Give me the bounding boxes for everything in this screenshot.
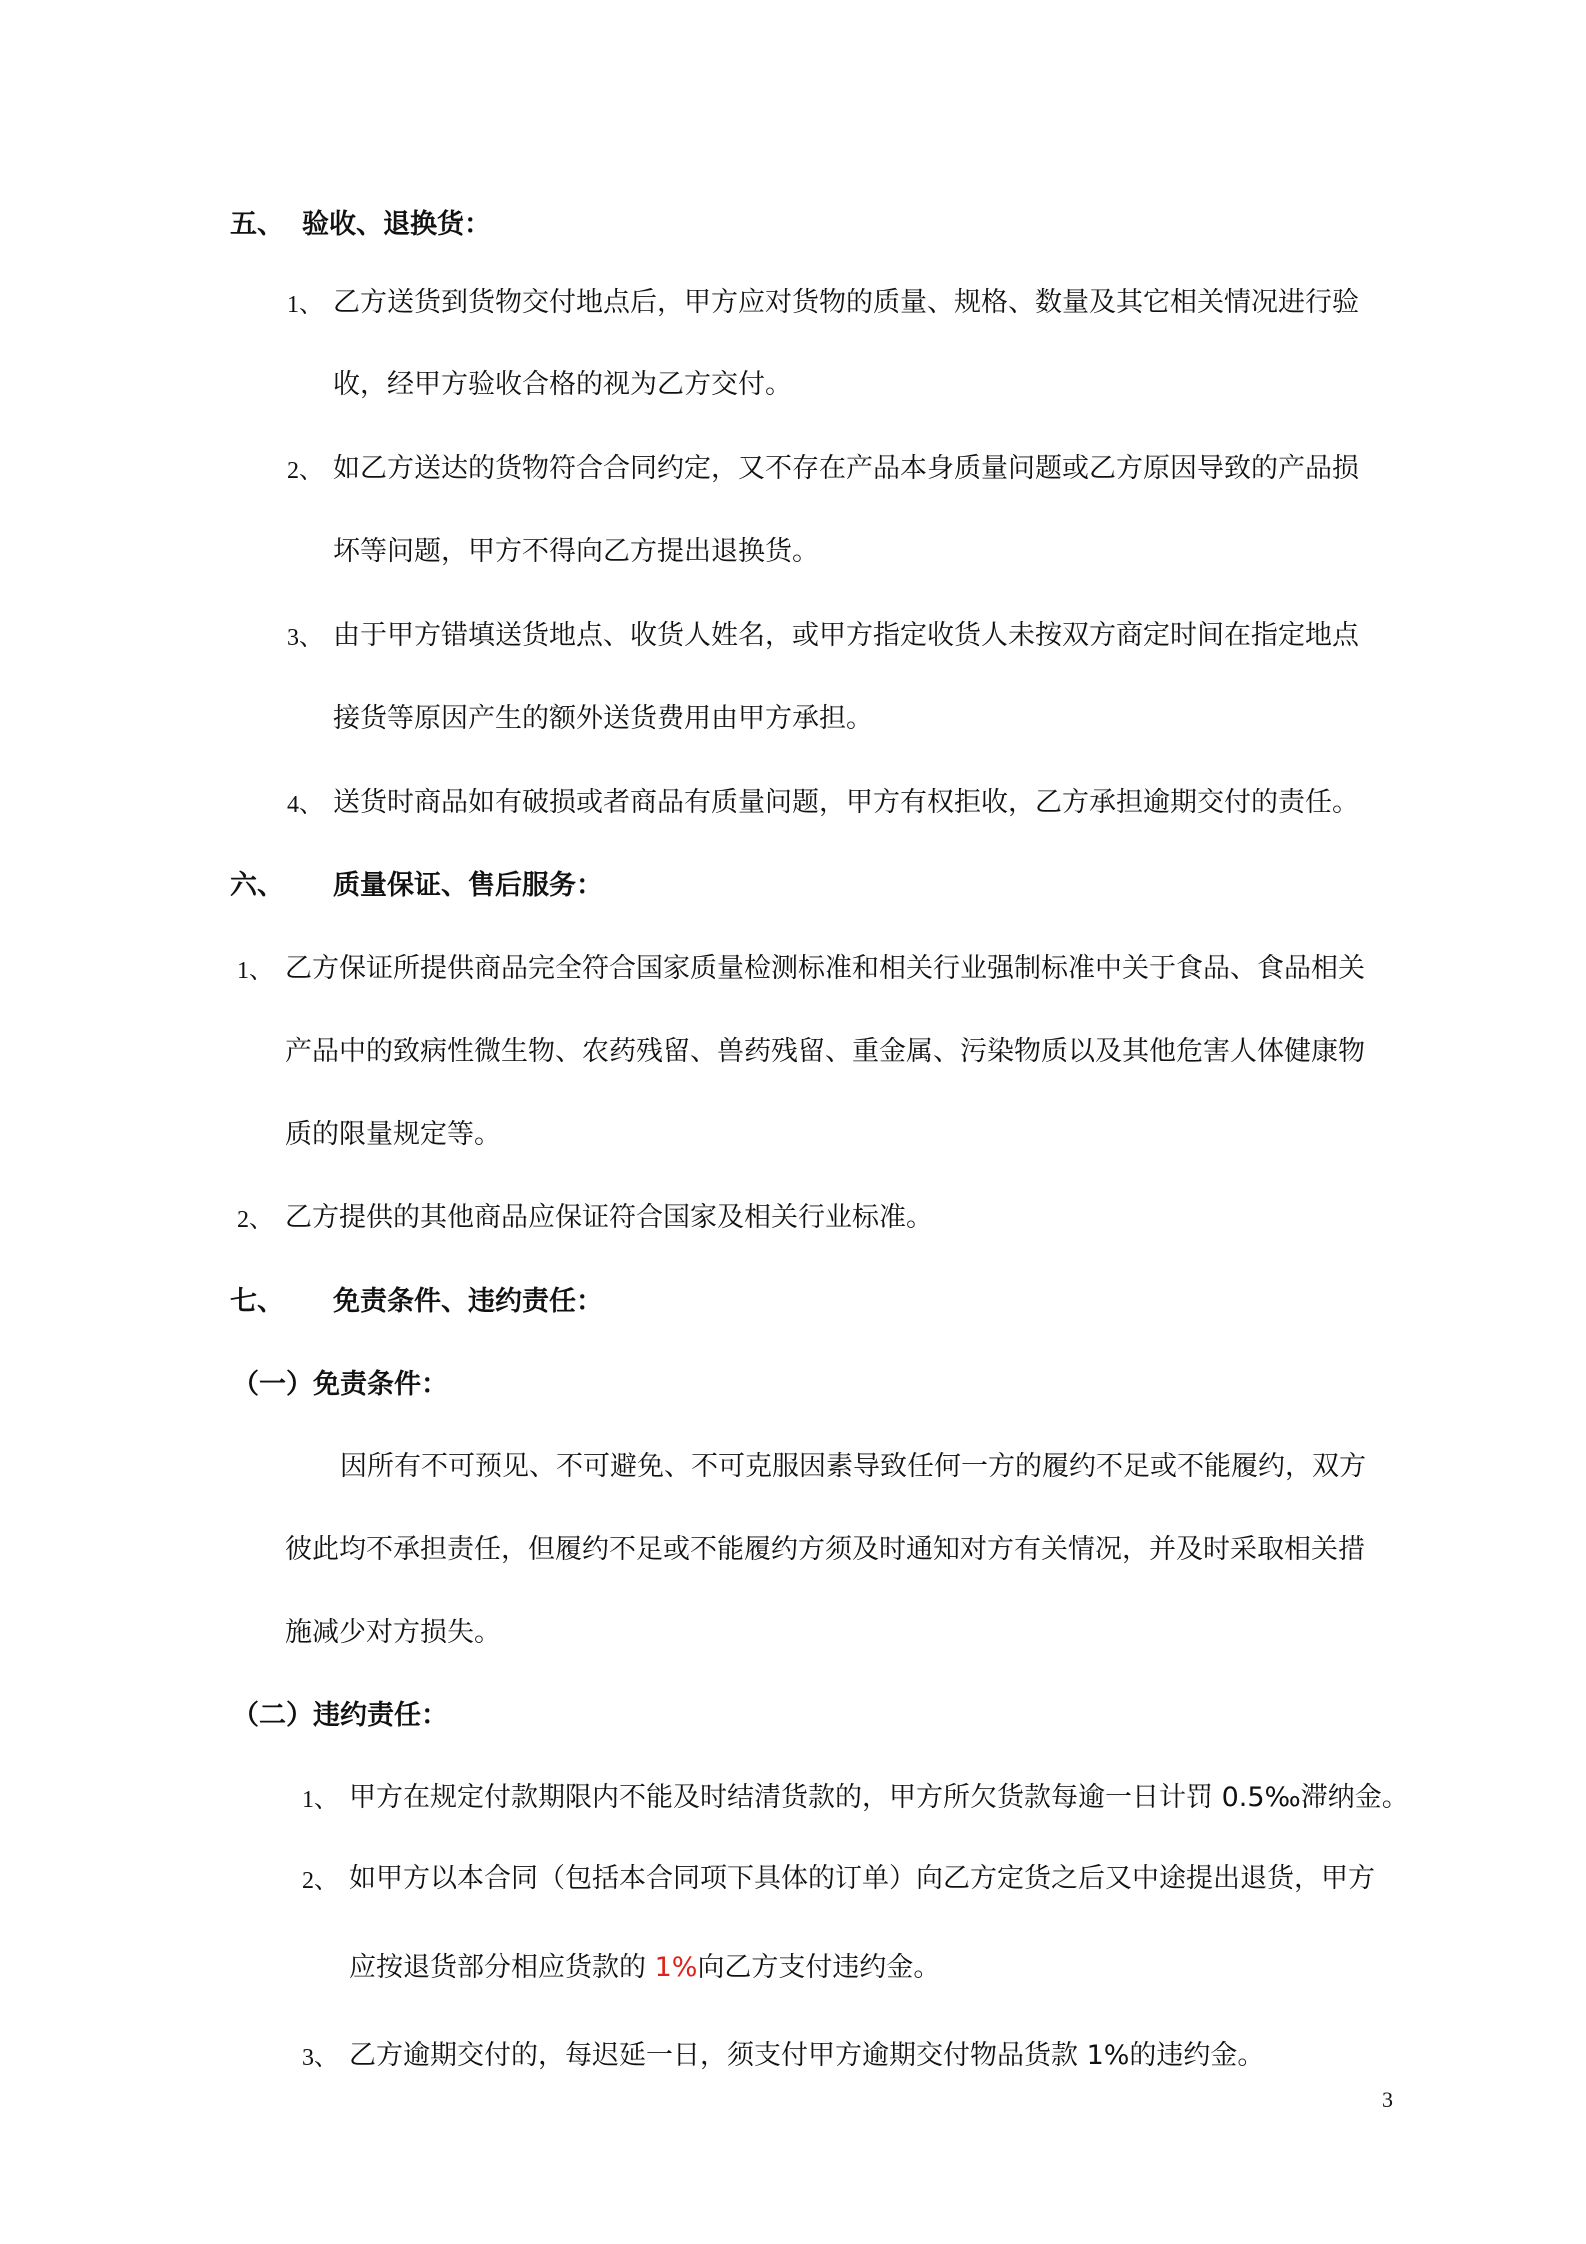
section-6-title: 质量保证、售后服务： xyxy=(333,870,603,901)
sub1-line1: 因所有不可预见、不可避免、不可克服因素导致任何一方的履约不足或不能履约，双方 xyxy=(340,1451,1366,1482)
sub2-item2-line2-a: 应按退货部分相应货款的 xyxy=(349,1952,655,1983)
s5-item3-num: 3、 xyxy=(287,625,323,651)
s5-item2-line1: 如乙方送达的货物符合合同约定，又不存在产品本身质量问题或乙方原因导致的产品损 xyxy=(333,453,1359,484)
s5-item3-line1: 由于甲方错填送货地点、收货人姓名，或甲方指定收货人未按双方商定时间在指定地点 xyxy=(333,620,1359,651)
section-5-number: 五、 xyxy=(230,209,284,240)
section-6-number: 六、 xyxy=(230,870,284,901)
s6-item2-line1: 乙方提供的其他商品应保证符合国家及相关行业标准。 xyxy=(285,1202,933,1233)
s5-item1-num: 1、 xyxy=(287,292,323,318)
sub2-title: （二）违约责任： xyxy=(232,1700,448,1731)
sub2-item2-line1: 如甲方以本合同（包括本合同项下具体的订单）向乙方定货之后又中途提出退货，甲方 xyxy=(349,1863,1375,1894)
page-number: 3 xyxy=(1382,2087,1393,2112)
sub1-title: （一）免责条件： xyxy=(232,1369,448,1400)
sub2-item2-line2 xyxy=(349,1951,940,1985)
sub2-item3-line1: 乙方逾期交付的，每迟延一日，须支付甲方逾期交付物品货款 1%的违约金。 xyxy=(349,2040,1265,2071)
s5-item3-line2: 接货等原因产生的额外送货费用由甲方承担。 xyxy=(333,703,873,734)
s6-item1-line1: 乙方保证所提供商品完全符合国家质量检测标准和相关行业强制标准中关于食品、食品相关 xyxy=(285,953,1365,984)
s6-item2-num: 2、 xyxy=(237,1207,273,1233)
s5-item1-line1: 乙方送货到货物交付地点后，甲方应对货物的质量、规格、数量及其它相关情况进行验 xyxy=(333,287,1359,318)
sub2-item3-num: 3、 xyxy=(302,2045,338,2071)
penalty-rate: 1% xyxy=(654,1952,698,1983)
sub2-item2-num: 2、 xyxy=(302,1868,338,1894)
sub1-line3: 施减少对方损失。 xyxy=(285,1617,501,1648)
sub2-item2-line2-b: 向乙方支付违约金。 xyxy=(697,1952,941,1983)
section-7-title: 免责条件、违约责任： xyxy=(333,1286,603,1317)
sub1-line2: 彼此均不承担责任，但履约不足或不能履约方须及时通知对方有关情况，并及时采取相关措 xyxy=(285,1534,1365,1565)
s6-item1-line2: 产品中的致病性微生物、农药残留、兽药残留、重金属、污染物质以及其他危害人体健康物 xyxy=(285,1036,1365,1067)
s5-item2-num: 2、 xyxy=(287,458,323,484)
s5-item1-line2: 收，经甲方验收合格的视为乙方交付。 xyxy=(333,369,792,400)
sub2-item1-line1: 甲方在规定付款期限内不能及时结清货款的，甲方所欠货款每逾一日计罚 0.5‰滞纳金。 xyxy=(349,1782,1409,1813)
s5-item4-num: 4、 xyxy=(287,792,323,818)
sub2-item1-num: 1、 xyxy=(302,1787,338,1813)
s5-item4-line1: 送货时商品如有破损或者商品有质量问题，甲方有权拒收，乙方承担逾期交付的责任。 xyxy=(333,787,1359,818)
section-7-number: 七、 xyxy=(230,1286,284,1317)
s6-item1-line3: 质的限量规定等。 xyxy=(285,1119,501,1150)
s6-item1-num: 1、 xyxy=(237,958,273,984)
s5-item2-line2: 坏等问题，甲方不得向乙方提出退换货。 xyxy=(333,536,819,567)
section-5-title: 验收、退换货： xyxy=(302,209,491,240)
